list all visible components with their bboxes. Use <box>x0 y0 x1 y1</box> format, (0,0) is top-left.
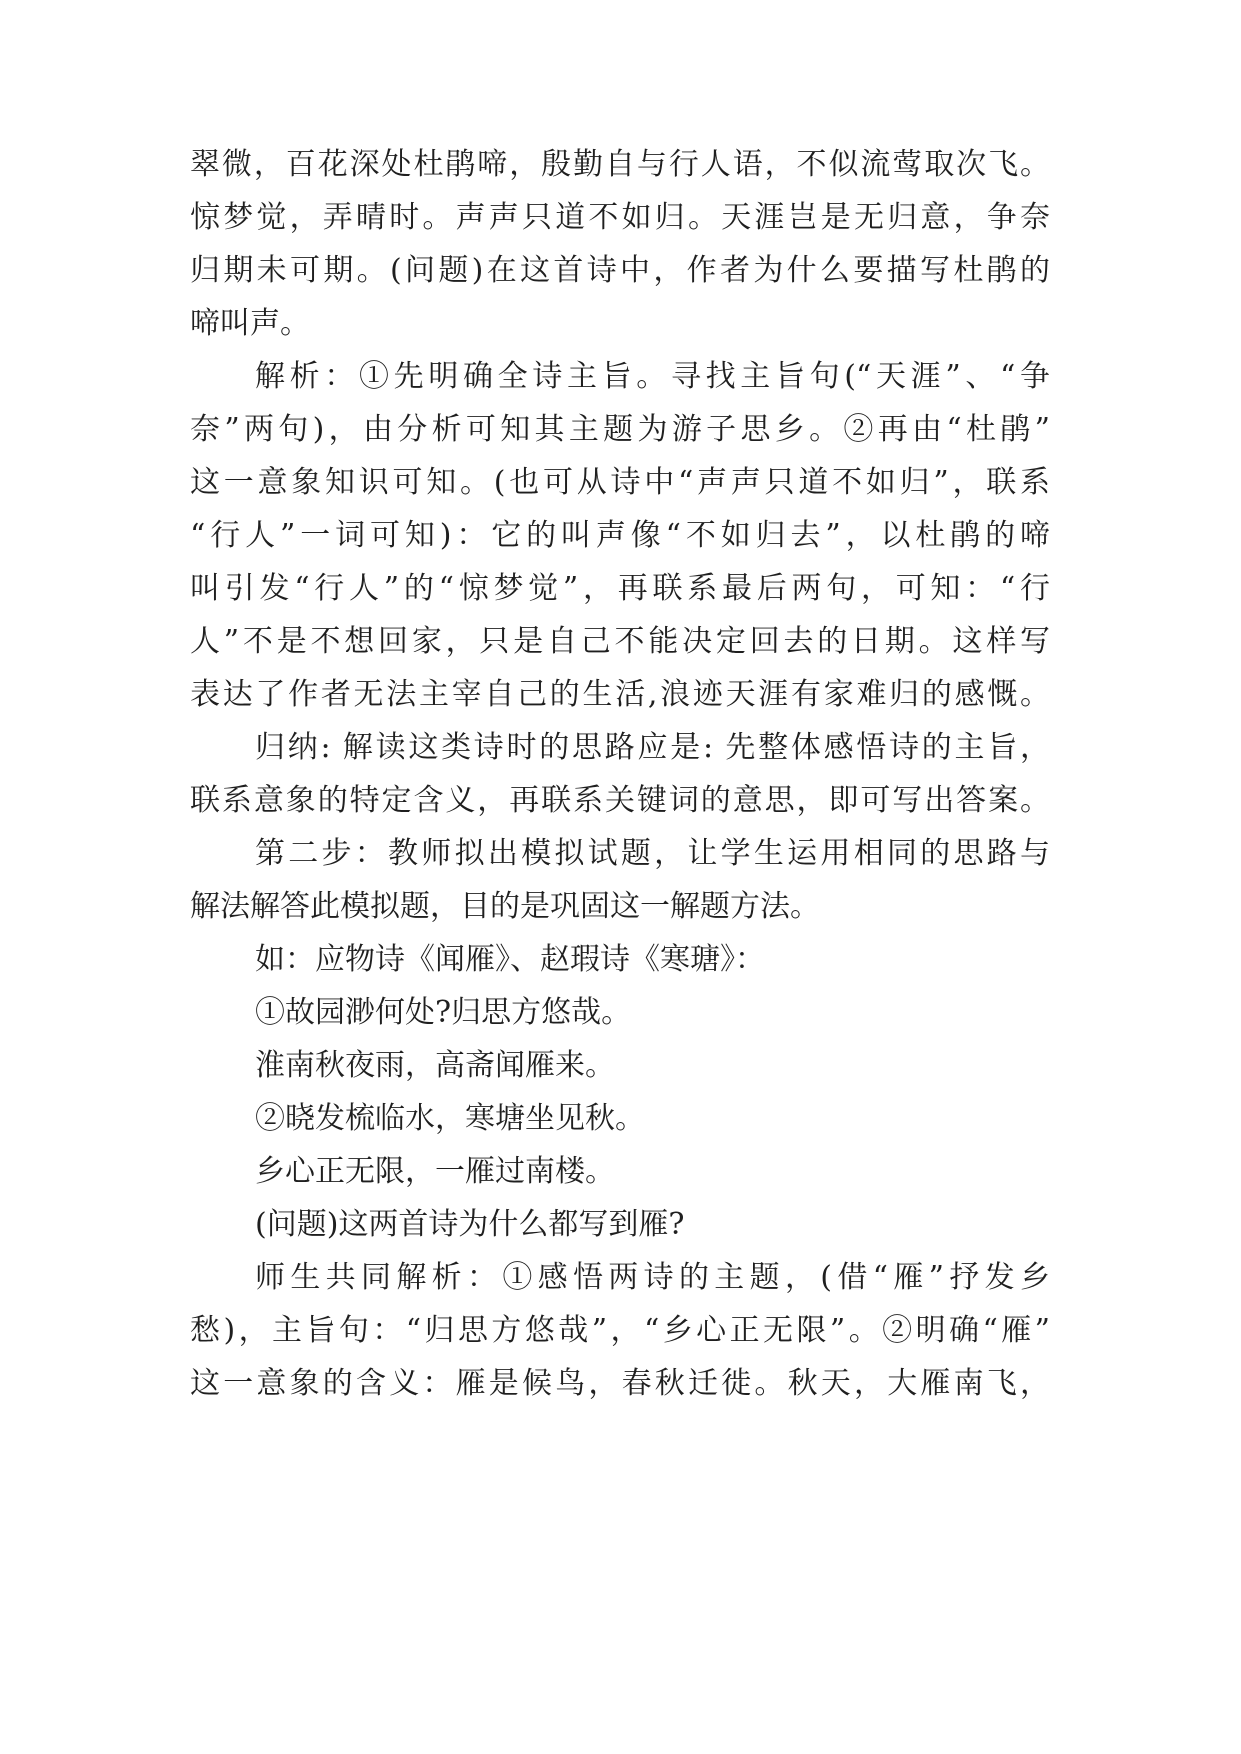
text-line: 愁)，主旨句：“归思方悠哉”，“乡心正无限”。②明确“雁” <box>190 1313 1050 1348</box>
text-line: 这一意象的含义：雁是候鸟，春秋迁徙。秋天，大雁南飞， <box>190 1366 1050 1401</box>
text-line: 解析：①先明确全诗主旨。寻找主旨句(“天涯”、“争 <box>255 359 1050 394</box>
text-line: 人”不是不想回家，只是自己不能决定回去的日期。这样写 <box>190 624 1050 659</box>
text-line: (问题)这两首诗为什么都写到雁? <box>255 1207 685 1242</box>
text-line: 归期未可期。(问题)在这首诗中，作者为什么要描写杜鹃的 <box>190 253 1050 288</box>
text-line: 惊梦觉，弄晴时。声声只道不如归。天涯岂是无归意，争奈 <box>190 200 1050 235</box>
text-line: 第二步：教师拟出模拟试题，让学生运用相同的思路与 <box>255 836 1050 871</box>
text-line: ①故园渺何处?归思方悠哉。 <box>255 995 632 1030</box>
text-line: “行人”一词可知)：它的叫声像“不如归去”，以杜鹃的啼 <box>190 518 1050 553</box>
text-line: 师生共同解析：①感悟两诗的主题，(借“雁”抒发乡 <box>255 1260 1050 1295</box>
text-line: 这一意象知识可知。(也可从诗中“声声只道不如归”，联系 <box>190 465 1050 500</box>
text-line: 淮南秋夜雨，高斋闻雁来。 <box>255 1048 615 1083</box>
text-line: 乡心正无限，一雁过南楼。 <box>255 1154 615 1189</box>
text-line: 叫引发“行人”的“惊梦觉”，再联系最后两句，可知：“行 <box>190 571 1050 606</box>
text-line: 联系意象的特定含义，再联系关键词的意思，即可写出答案。 <box>190 783 1050 818</box>
text-line: 表达了作者无法主宰自己的生活,浪迹天涯有家难归的感慨。 <box>190 677 1050 712</box>
text-line: ②晓发梳临水，寒塘坐见秋。 <box>255 1101 645 1136</box>
text-line: 奈”两句)，由分析可知其主题为游子思乡。②再由“杜鹃” <box>190 412 1050 447</box>
text-line: 解法解答此模拟题，目的是巩固这一解题方法。 <box>190 889 820 924</box>
text-line: 如：应物诗《闻雁》、赵瑕诗《寒瑭》： <box>255 942 765 977</box>
text-line: 翠微，百花深处杜鹃啼，殷勤自与行人语，不似流莺取次飞。 <box>190 147 1050 182</box>
text-line: 归纳: 解读这类诗时的思路应是: 先整体感悟诗的主旨， <box>255 730 1050 765</box>
text-line: 啼叫声。 <box>190 306 310 341</box>
